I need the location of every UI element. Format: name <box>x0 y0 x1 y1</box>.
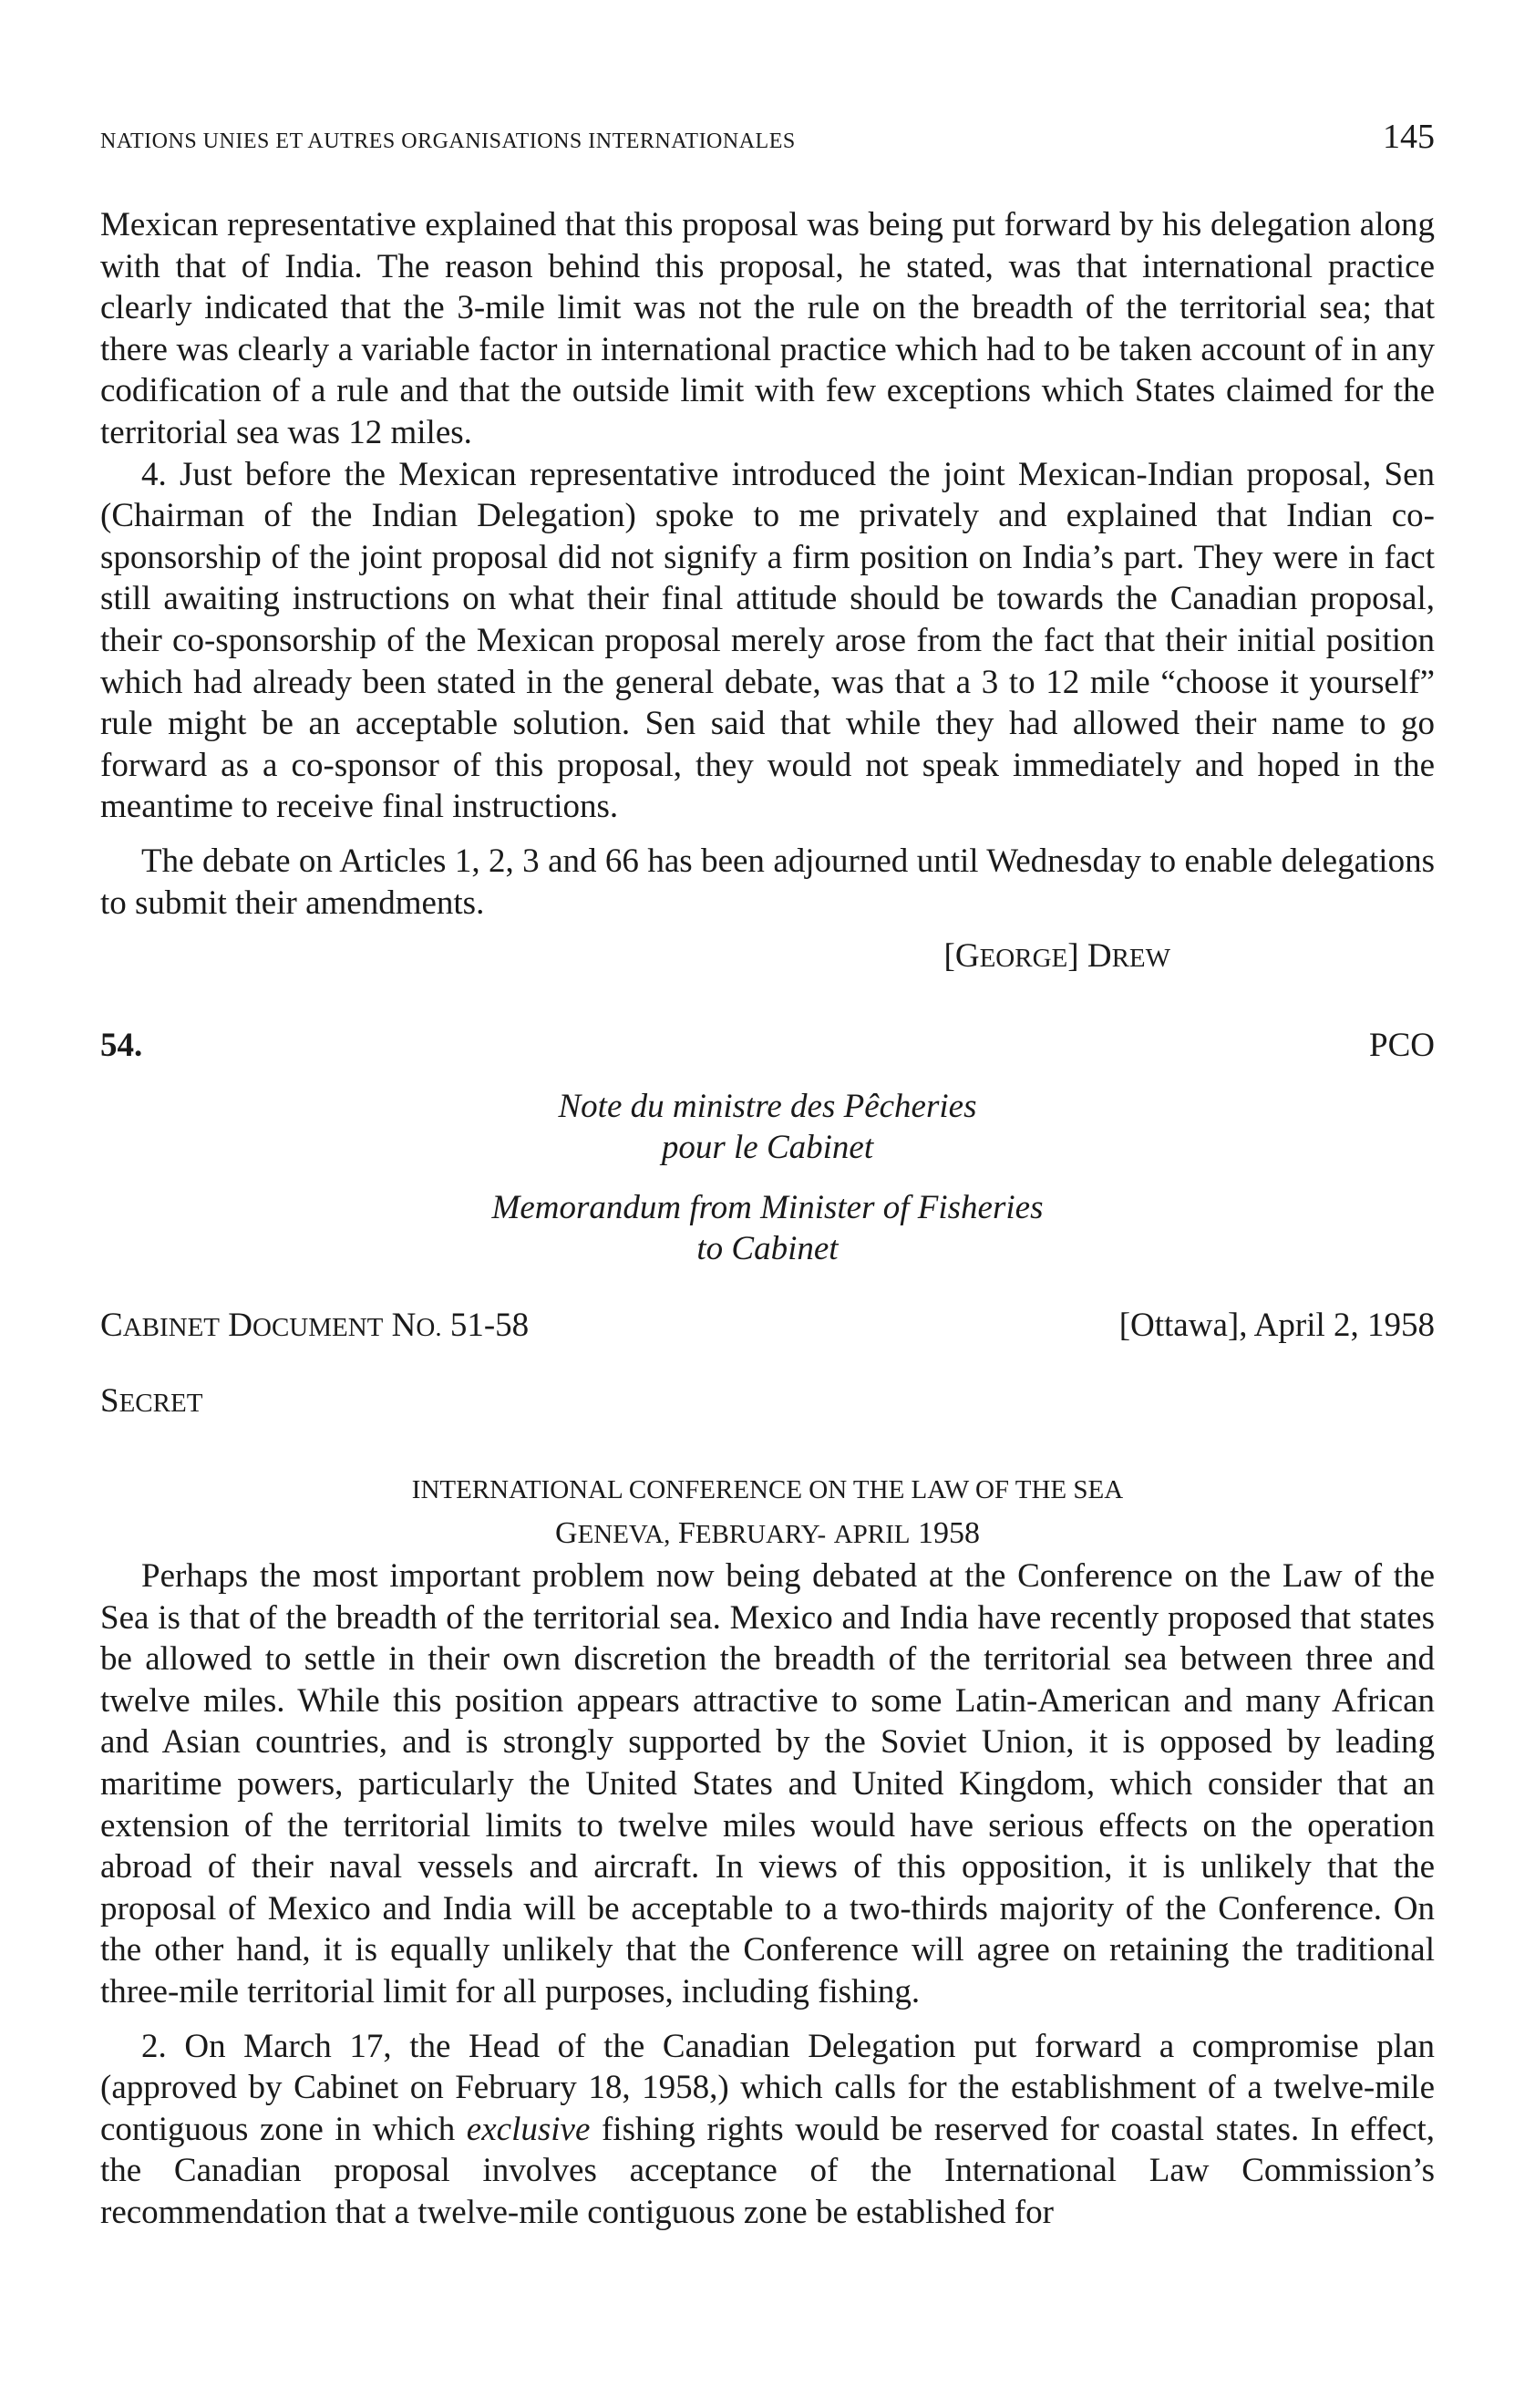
memo-paragraph-1: Perhaps the most important problem now being debated at the Conference on the Law of the Sea is that of the breadth of the territorial sea. Mexico and India have recently proposed that states be allowed to settle in their own discretion the breadth of the territorial sea between three and twelve miles. While this position appears attractive to some Latin-American and many African and Asian countries, and is strongly supported by the Soviet Union, it is opposed by leading maritime powers, particularly the United States and United Kingdom, which consider that an extension of the territorial limits to twelve miles would have serious effects on the operation abroad of their naval vessels and aircraft. In views of this opposition, it is unlikely that the proposal of Mexico and India will be acceptable to a two-thirds majority of the Conference. On the other hand, it is equally unlikely that the Conference will agree on retaining the traditional three-mile territorial limit for all purposes, including fishing. <box>100 1557 1435 2010</box>
cabinet-document-row <box>100 1306 1435 1345</box>
paragraph-4: 4. Just before the Mexican representative introduced the joint Mexican-Indian proposal, Sen (Chairman of the Indian Delegation) spoke to me privately and explained that Indian co-sponsorship of the joint proposal did not signify a firm position on India’s part. They were in fact still awaiting instructions on what their final attitude should be towards the Canadian proposal, their co-sponsorship of the Mexican proposal merely arose from the fact that their initial position which had already been stated in the general debate, was that a 3 to 12 mile “choose it yourself” rule might be an acceptable solution. Sen said that while they had allowed their name to go forward as a co-sponsor of this proposal, they would not speak immediately and hoped in the meantime to receive final instructions. <box>100 455 1435 826</box>
top-section <box>100 204 1435 924</box>
title-english <box>0 1187 1535 1269</box>
subject-heading <box>0 1468 1535 1556</box>
emphasis-exclusive: exclusive <box>466 2110 591 2148</box>
continued-paragraph: Mexican representative explained that this proposal was being put forward by his delegation along with that of India. The reason behind this proposal, he stated, was that international practice clearly indicated that the 3-mile limit was not the rule on the breadth of the territorial sea; that there was clearly a variable factor in international practice which had to be taken account of in any codification of a rule and that the outside limit with few exceptions which States claimed for the territorial sea was 12 miles. <box>100 206 1435 451</box>
title-french <box>0 1086 1535 1168</box>
classification: SECRET <box>100 1382 203 1420</box>
place-date: [Ottawa], April 2, 1958 <box>1118 1307 1435 1344</box>
subject-line-2: GENEVA, FEBRUARY- APRIL 1958 <box>555 1516 980 1550</box>
title-english-line-1: Memorandum from Minister of Fisheries <box>491 1189 1044 1226</box>
page-number: 145 <box>1383 118 1435 156</box>
memo-paragraph-2: 2. On March 17, the Head of the Canadian Delegation put forward a compromise plan (approved by Cabinet on February 18, 1958,) which calls for the establishment of a twelve-mile contiguous zone in which exclusive fishing rights would be reserved for coastal states. In effect, the Canadian proposal involves acceptance of the International Law Commission’s recommendation that a twelve-mile contiguous zone be established for <box>100 2027 1435 2231</box>
document-heading-row <box>100 1026 1435 1065</box>
running-title: NATIONS UNIES ET AUTRES ORGANISATIONS INTERNATIONALES <box>100 129 796 153</box>
debate-paragraph: The debate on Articles 1, 2, 3 and 66 has been adjourned until Wednesday to enable delegations to submit their amendments. <box>100 842 1435 922</box>
running-header <box>100 117 1435 157</box>
title-french-line-1: Note du ministre des Pêcheries <box>558 1088 977 1125</box>
document-number: 54. <box>100 1027 143 1064</box>
cabinet-document-number: CABINET DOCUMENT NO. 51-58 <box>100 1307 530 1344</box>
memorandum-body <box>100 1555 1435 2234</box>
subject-line-1: INTERNATIONAL CONFERENCE ON THE LAW OF THE SEA <box>411 1475 1124 1504</box>
title-english-line-2: to Cabinet <box>696 1230 839 1267</box>
signature: [GEORGE] DREW <box>943 937 1170 975</box>
document-source: PCO <box>1369 1027 1435 1064</box>
title-french-line-2: pour le Cabinet <box>661 1129 874 1166</box>
